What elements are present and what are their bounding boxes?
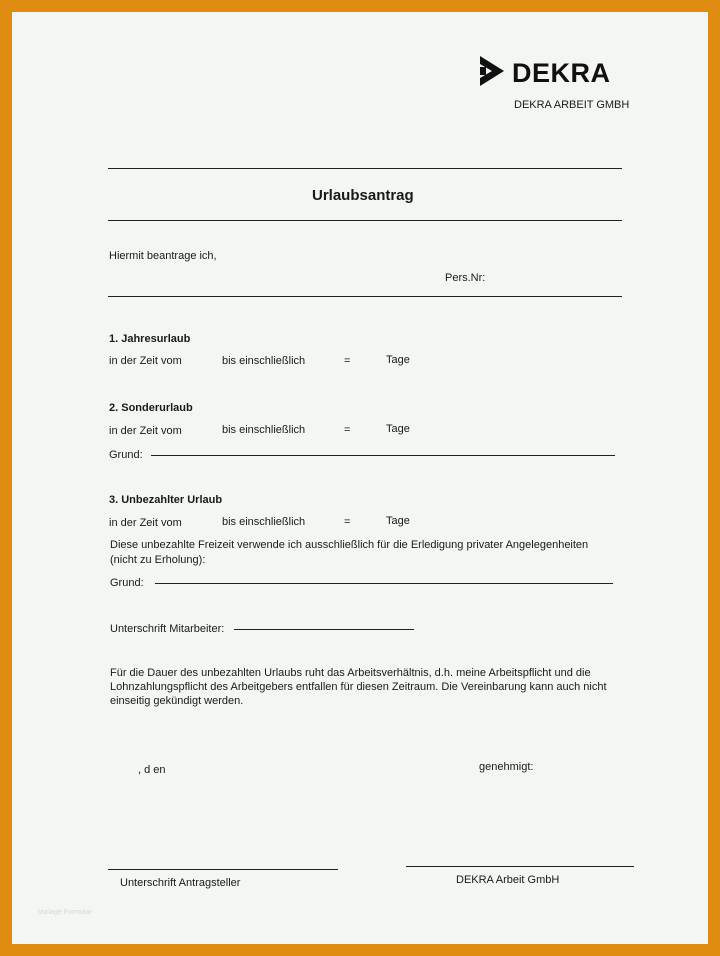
employee-signature-line[interactable] bbox=[234, 629, 414, 630]
applicant-rule bbox=[108, 296, 622, 297]
employer-signature-label: DEKRA Arbeit GmbH bbox=[456, 874, 560, 886]
section2-title: 2. Sonderurlaub bbox=[109, 402, 193, 414]
legal-text-line2: Lohnzahlungspflicht des Arbeitgebers entfallen für diesen Zeitraum. Die Vereinbarung kann auch nicht bbox=[110, 681, 607, 693]
intro-text: Hiermit beantrage ich, bbox=[109, 250, 217, 262]
legal-text-line3: einseitig gekündigt werden. bbox=[110, 695, 244, 707]
section2-reason-label: Grund: bbox=[109, 449, 143, 461]
section1-days-label: Tage bbox=[386, 354, 410, 366]
section2-days-label: Tage bbox=[386, 423, 410, 435]
title-bottom-rule bbox=[108, 220, 622, 221]
section3-from-label: in der Zeit vom bbox=[109, 517, 182, 529]
applicant-signature-line[interactable] bbox=[108, 869, 338, 870]
approved-label: genehmigt: bbox=[479, 761, 534, 773]
place-date-label: , d en bbox=[138, 764, 166, 776]
employee-signature-label: Unterschrift Mitarbeiter: bbox=[110, 623, 225, 635]
legal-text-line1: Für die Dauer des unbezahlten Urlaubs ruht das Arbeitsverhältnis, d.h. meine Arbeitspflicht und die bbox=[110, 667, 591, 679]
title-top-rule bbox=[108, 168, 622, 169]
section2-reason-line[interactable] bbox=[151, 455, 615, 456]
section2-from-label: in der Zeit vom bbox=[109, 425, 182, 437]
applicant-signature-label: Unterschrift Antragsteller bbox=[120, 877, 241, 889]
company-name: DEKRA ARBEIT GMBH bbox=[514, 99, 630, 111]
logo-text: DEKRA bbox=[512, 58, 611, 88]
section3-days-label: Tage bbox=[386, 515, 410, 527]
watermark-text: Vorlage Formular bbox=[38, 909, 92, 916]
section3-title: 3. Unbezahlter Urlaub bbox=[109, 494, 223, 506]
section3-note-line1: Diese unbezahlte Freizeit verwende ich ausschließlich für die Erledigung privater Angelegenheiten bbox=[110, 539, 589, 551]
employer-signature-line[interactable] bbox=[406, 866, 634, 867]
page-title: Urlaubsantrag bbox=[312, 187, 414, 204]
dekra-logo-icon bbox=[478, 54, 506, 88]
section3-note-line2: (nicht zu Erholung): bbox=[110, 554, 206, 566]
pers-nr-label: Pers.Nr: bbox=[445, 272, 486, 284]
section1-equals: = bbox=[344, 355, 351, 367]
section3-reason-label: Grund: bbox=[110, 577, 144, 589]
section2-to-label: bis einschließlich bbox=[222, 424, 306, 436]
section1-from-label: in der Zeit vom bbox=[109, 355, 182, 367]
form-sheet bbox=[12, 12, 708, 944]
section1-to-label: bis einschließlich bbox=[222, 355, 306, 367]
section3-equals: = bbox=[344, 516, 351, 528]
section1-title: 1. Jahresurlaub bbox=[109, 333, 191, 345]
section3-reason-line[interactable] bbox=[155, 583, 613, 584]
section3-to-label: bis einschließlich bbox=[222, 516, 306, 528]
section2-equals: = bbox=[344, 424, 351, 436]
